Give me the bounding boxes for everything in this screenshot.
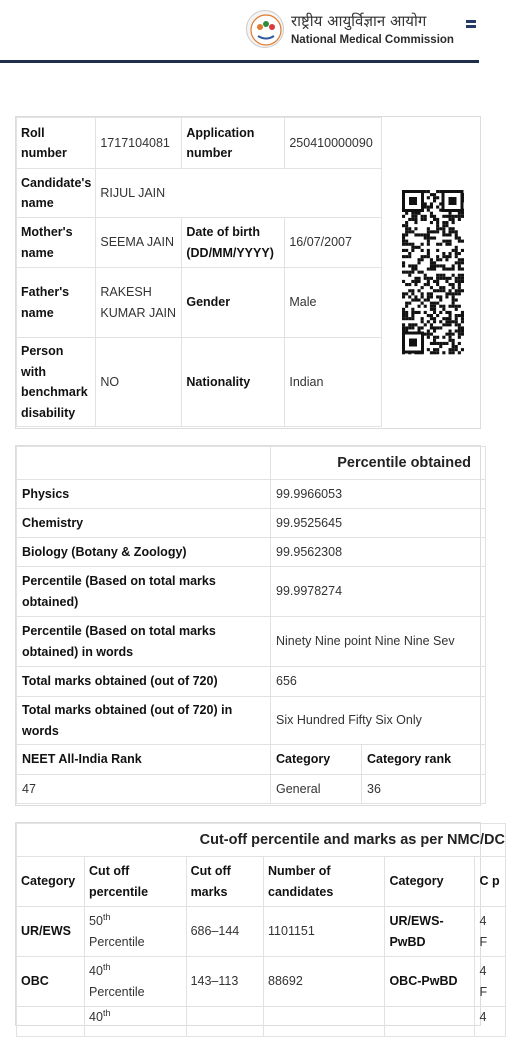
cutoff-header-candidates: Number of candidates [264, 857, 385, 907]
chemistry-value: 99.9525645 [271, 509, 486, 538]
category-rank-value: 36 [362, 775, 486, 804]
cutoff-header-category: Category [17, 857, 85, 907]
cutoff-row-category-pwbd: OBC-PwBD [385, 957, 475, 1007]
cutoff-row-percentile: 40th Percentile [85, 957, 187, 1007]
nmc-logo [246, 10, 284, 48]
pwbd-label: Person with benchmark disability [17, 338, 96, 427]
physics-label: Physics [17, 480, 271, 509]
cutoff-card [15, 822, 505, 1026]
cutoff-row-marks: 686–144 [186, 907, 263, 957]
cutoff-title: Cut-off percentile and marks as per NMC/DC [17, 824, 506, 857]
qr-code [402, 190, 464, 355]
air-rank-label: NEET All-India Rank [17, 745, 271, 775]
cutoff-header-marks: Cut off marks [186, 857, 263, 907]
gender-value: Male [285, 268, 382, 338]
cutoff-row-percentile: 50th Percentile [85, 907, 187, 957]
nationality-value: Indian [285, 338, 382, 427]
gender-label: Gender [182, 268, 285, 338]
nationality-label: Nationality [182, 338, 285, 427]
cutoff-row-category-pwbd: UR/EWS-PwBD [385, 907, 475, 957]
cutoff-row-category: UR/EWS [17, 907, 85, 957]
candidate-name-label: Candidate's name [17, 169, 96, 218]
percentile-card [15, 445, 481, 806]
org-name-hindi: राष्ट्रीय आयुर्विज्ञान आयोग [291, 12, 427, 30]
mother-name-value: SEEMA JAIN [96, 218, 182, 268]
total-marks-label: Total marks obtained (out of 720) [17, 667, 271, 697]
candidate-name-value: RIJUL JAIN [96, 169, 382, 218]
cutoff-header-category-pwbd: Category [385, 857, 475, 907]
cutoff-header-percentile: Cut off percentile [85, 857, 187, 907]
category-label: Category [271, 745, 362, 775]
percentile-words-label: Percentile (Based on total marks obtained) in words [17, 617, 271, 667]
mother-name-label: Mother's name [17, 218, 96, 268]
biology-value: 99.9562308 [271, 538, 486, 567]
category-rank-label: Category rank [362, 745, 486, 775]
cutoff-row-category [17, 1007, 85, 1037]
cutoff-row-category: OBC [17, 957, 85, 1007]
page-header [0, 0, 479, 62]
total-marks-words-label: Total marks obtained (out of 720) in words [17, 697, 271, 745]
percentile-words-value: Ninety Nine point Nine Nine Sev [271, 617, 486, 667]
father-name-label: Father's name [17, 268, 96, 338]
pwbd-value: NO [96, 338, 182, 427]
cutoff-row-candidates: 1101151 [264, 907, 385, 957]
application-number-value: 250410000090 [285, 118, 382, 169]
chemistry-label: Chemistry [17, 509, 271, 538]
total-marks-value: 656 [271, 667, 486, 697]
cutoff-row-candidates: 88692 [264, 957, 385, 1007]
total-percentile-value: 99.9978274 [271, 567, 486, 617]
roll-number-label: Roll number [17, 118, 96, 169]
org-name-english: National Medical Commission [291, 34, 454, 46]
father-name-value: RAKESH KUMAR JAIN [96, 268, 182, 338]
application-number-label: Application number [182, 118, 285, 169]
cutoff-row-percentile: 40th [85, 1007, 187, 1037]
physics-value: 99.9966053 [271, 480, 486, 509]
roll-number-value: 1717104081 [96, 118, 182, 169]
cutoff-row-truncated: 4 F [475, 957, 506, 1007]
total-marks-words-value: Six Hundred Fifty Six Only [271, 697, 486, 745]
category-value: General [271, 775, 362, 804]
biology-label: Biology (Botany & Zoology) [17, 538, 271, 567]
menu-icon[interactable] [466, 20, 476, 32]
dob-value: 16/07/2007 [285, 218, 382, 268]
cutoff-header-truncated: C p [475, 857, 506, 907]
cutoff-row-marks: 143–113 [186, 957, 263, 1007]
total-percentile-label: Percentile (Based on total marks obtained) [17, 567, 271, 617]
percentile-title: Percentile obtained [271, 447, 486, 480]
cutoff-row-truncated: 4 [475, 1007, 506, 1037]
dob-label: Date of birth (DD/MM/YYYY) [182, 218, 285, 268]
air-rank-value: 47 [17, 775, 271, 804]
cutoff-row-truncated: 4 F [475, 907, 506, 957]
header-divider [0, 60, 479, 63]
